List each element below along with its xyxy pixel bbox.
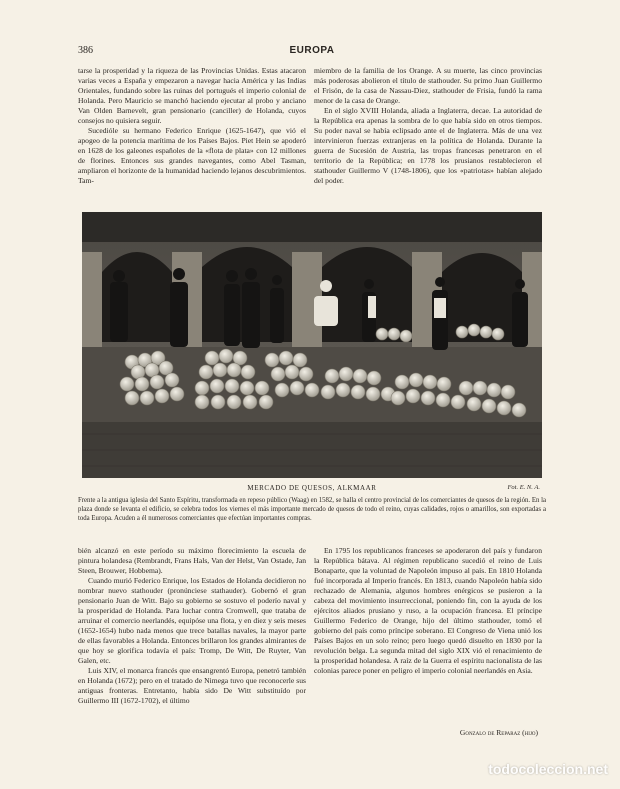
column-top-right <box>314 66 542 186</box>
page-number: 386 <box>78 45 93 56</box>
watermark: todocoleccion.net <box>488 761 608 777</box>
photo-credit: Fot. E. N. A. <box>507 484 540 491</box>
caption-title: MERCADO DE QUESOS, ALKMAAR <box>247 484 377 492</box>
column-top-left <box>78 66 306 186</box>
paragraph: Sucedióle su hermano Federico Enrique (1625-1647), que vió el apogeo de la potencia marítima de los Países Bajos. Piet Hein se apoderó en 1628 de los galeones españoles de la «flota de plata» con 12 millones de florines. Entonces sus grandes navegantes, como Abel Tasman, ampliaron el horizonte de la humanidad haciendo lejanos descubrimientos. Tam- <box>78 126 306 185</box>
paragraph: En el siglo XVIII Holanda, aliada a Inglaterra, decae. La autoridad de la República era apenas la sombra de lo que había sido en otros tiempos. Su poder naval se había eclipsado ante el de Inglaterra. Más de una vez intervinieron fuerzas extranjeras en la política de Holanda. Durante la guerra de Sucesión de Austria, las tropas francesas penetraron en el territorio de la República; en 1778 los prusianos restablecieron el stathouder Guillermo V (1748-1806), que los «patriotas» habían alejado del poder. <box>314 106 542 185</box>
page-header <box>78 44 546 58</box>
paragraph: En 1795 los republicanos franceses se apoderaron del país y fundaron la República bátava. Al régimen republicano sucedió el reino de Luis Bonaparte, que la voluntad de Napoleón impuso al país. En 1810 Holanda fué incorporada al Imperio francés. En 1813, cuando Napoleón había sido rechazado de Alemania, algunos hombres enérgicos se pusieron a la cabeza del movimiento insurreccional, poniendo fin, con la ayuda de los ejércitos aliados prusiano y ruso, a la ocupación francesa. El príncipe Guillermo Federico de Orange, hijo del último stathouder, tomó el gobierno del país como príncipe soberano. El Congreso de Viena unió los Países Bajos en un solo reino; pero luego quedó disuelto en 1830 por la revolución belga. La segunda mitad del siglo XIX vió el renacimiento de la prosperidad holandesa. A raíz de la Guerra el espíritu nacionalista de las colonias parece poner en peligro el imperio colonial neerlandés en Asia. <box>314 546 542 675</box>
column-bottom-left <box>78 546 306 706</box>
paragraph: tarse la prosperidad y la riqueza de las Provincias Unidas. Estas atacaron varias veces a España y empezaron a navegar hacia América y las Indias Orientales, fundando sobre las ruinas del portugués el imperio colonial de Holanda. Pero Mauricio se manchó haciendo ejecutar al probo y anciano Van Olden Barnevelt, gran pensionario (canciller) de Holanda, cuyos consejos no quisiera seguir. <box>78 66 306 125</box>
paragraph: miembro de la familia de los Orange. A su muerte, las cinco provincias más poderosas abolieron el título de stathouder. Su primo Juan Guillermo el Frisón, de la casa de Nassau-Diez, stathouder de Frisia, fundó la rama menor de la casa de Orange. <box>314 66 542 105</box>
paragraph: Cuando murió Federico Enrique, los Estados de Holanda decidieron no nombrar nuevo stathouder (pronúnciese stathauder). Gobernó el gran pensionario Juan de Witt. Bajo su gobierno se sostuvo el poderío naval y la prosperidad de Holanda. Para luchar contra Cromwell, que trataba de arruinar el comercio neerlandés, equipóse una flota, y en diez y seis meses (1652-1654) hubo nada menos que trece batallas navales, la mayor parte de ellas favorables a Holanda. Entonces brillaron los grandes almirantes de que hoy se glorifica todavía el país: Tromp, De Witt, De Ruyter, Van Galen, etc. <box>78 576 306 665</box>
cheese-market-photo <box>82 212 542 478</box>
photo-illustration <box>82 212 542 478</box>
page-title: EUROPA <box>289 45 335 56</box>
author-signature: Gonzalo de Reparaz (hijo) <box>459 728 538 737</box>
paragraph: bién alcanzó en este período su máximo florecimiento la escuela de pintura holandesa (Rembrandt, Frans Hals, Van der Helst, Van Ostade, Jan Steen, Brouwer, Hobbema). <box>78 546 306 575</box>
caption-text: Frente a la antigua iglesia del Santo Espíritu, transformada en repeso público (Waag) en 1582, se halla el centro provincial de los comerciantes de quesos de la región. En la plaza donde se levanta el edificio, se celebra todos los viernes el más importante mercado de quesos de todo el reino, cuyas calidades, rojos o amarillos, son exportadas a toda Europa. Acuden a él numerosos comerciantes que efectúan importantes compras. <box>78 497 546 522</box>
column-bottom-right <box>314 546 542 676</box>
paragraph: Luis XIV, el monarca francés que ensangrentó Europa, penetró también en Holanda (1672); pero en el tratado de Nimega tuvo que reconocerle sus antiguas fronteras. Entretanto, había sido De Witt substituído por Guillermo III (1672-1702), el último <box>78 666 306 705</box>
